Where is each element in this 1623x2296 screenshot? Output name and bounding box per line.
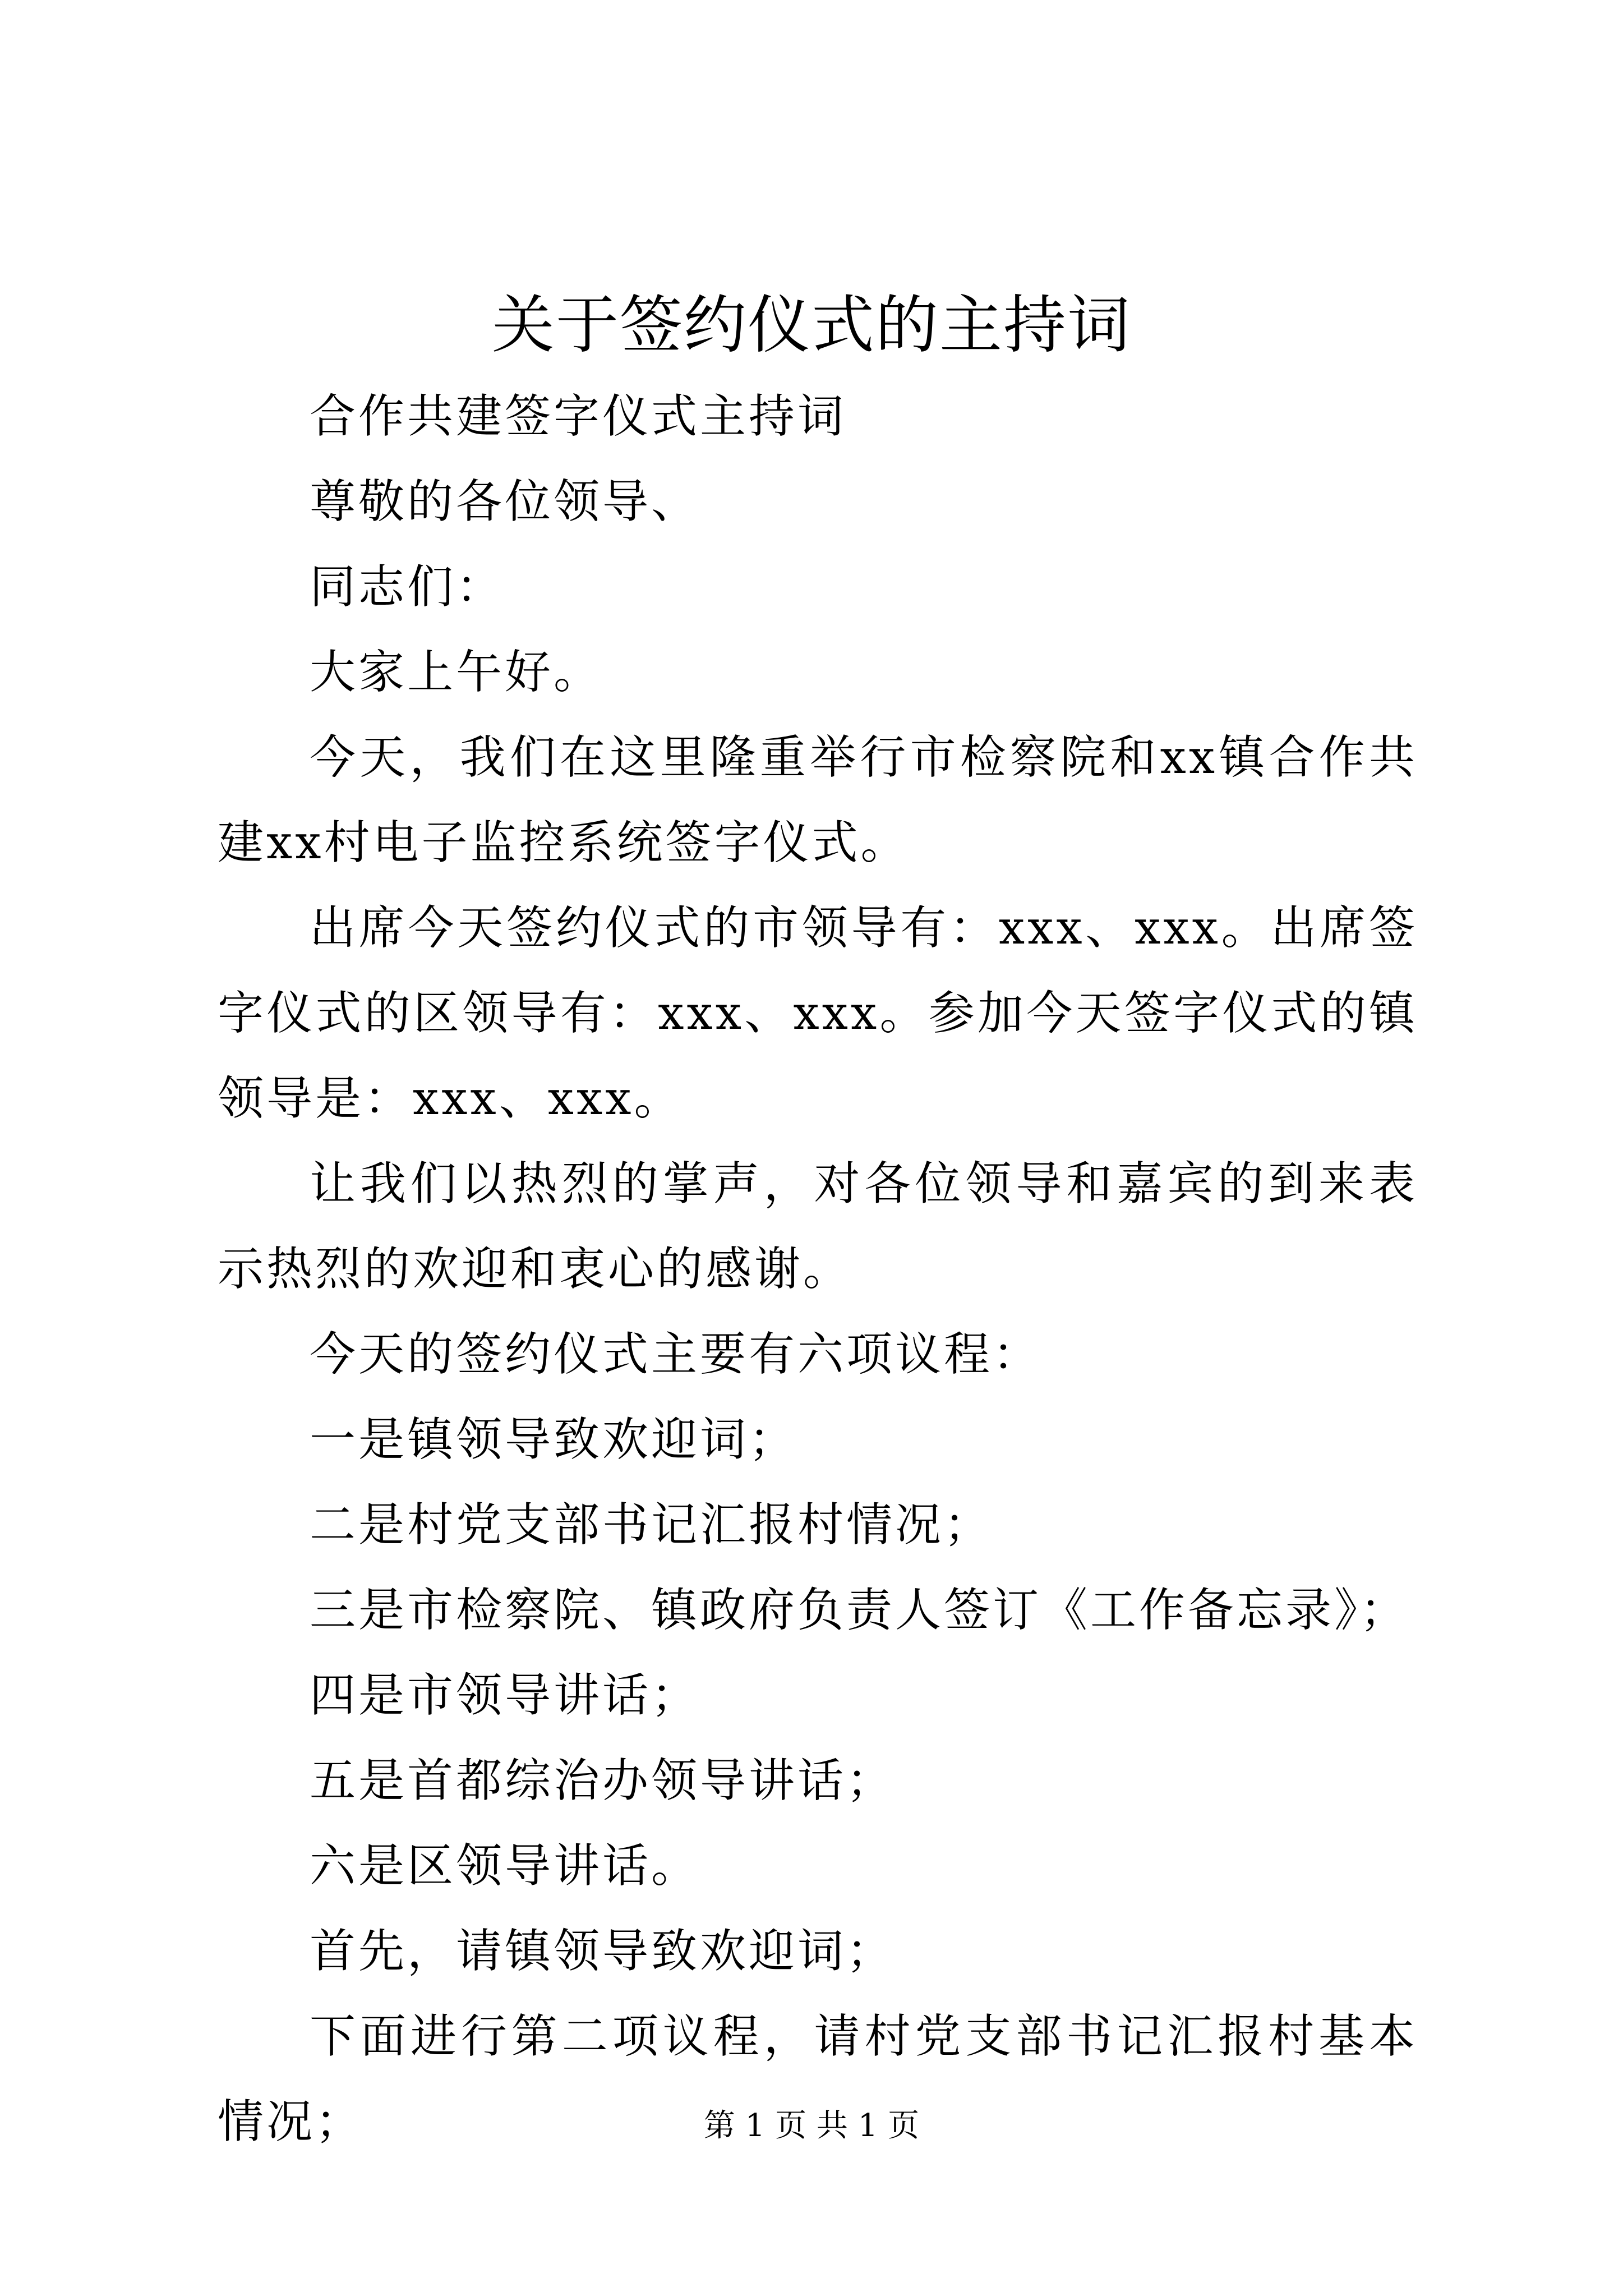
paragraph: 大家上午好。 [310,646,603,699]
paragraph: 六是区领导讲话。 [310,1839,700,1893]
document-body [218,374,1418,2165]
paragraph: 四是市领导讲话； [310,1669,700,1722]
paragraph: 让我们以热烈的掌声，对各位领导和嘉宾的到来表示热烈的欢迎和衷心的感谢。 [218,1157,1418,1296]
paragraph: 下面进行第二项议程，请村党支部书记汇报村基本情况； [218,2010,1418,2148]
paragraph: 三是市检察院、镇政府负责人签订《工作备忘录》； [310,1584,1409,1637]
paragraph: 首先，请镇领导致欢迎词； [310,1925,896,1978]
paragraph: 二是村党支部书记汇报村情况； [310,1498,993,1552]
document-title: 关于签约仪式的主持词 [492,289,1131,362]
page-footer: 第 1 页 共 1 页 [703,2108,920,2144]
paragraph: 出席今天签约仪式的市领导有：xxx、xxx。出席签字仪式的区领导有：xxx、xxx。参加今天签字仪式的镇领导是：xxx、xxx。 [218,901,1418,1125]
paragraph: 一是镇领导致欢迎词； [310,1413,798,1466]
paragraph: 合作共建签字仪式主持词 [310,390,847,443]
paragraph: 同志们： [310,560,505,614]
paragraph: 今天的签约仪式主要有六项议程： [310,1328,1042,1381]
paragraph: 五是首都综治办领导讲话； [310,1754,896,1807]
paragraph: 尊敬的各位领导、 [310,475,700,528]
paragraph: 今天，我们在这里隆重举行市检察院和xx镇合作共建xx村电子监控系统签字仪式。 [218,731,1418,869]
